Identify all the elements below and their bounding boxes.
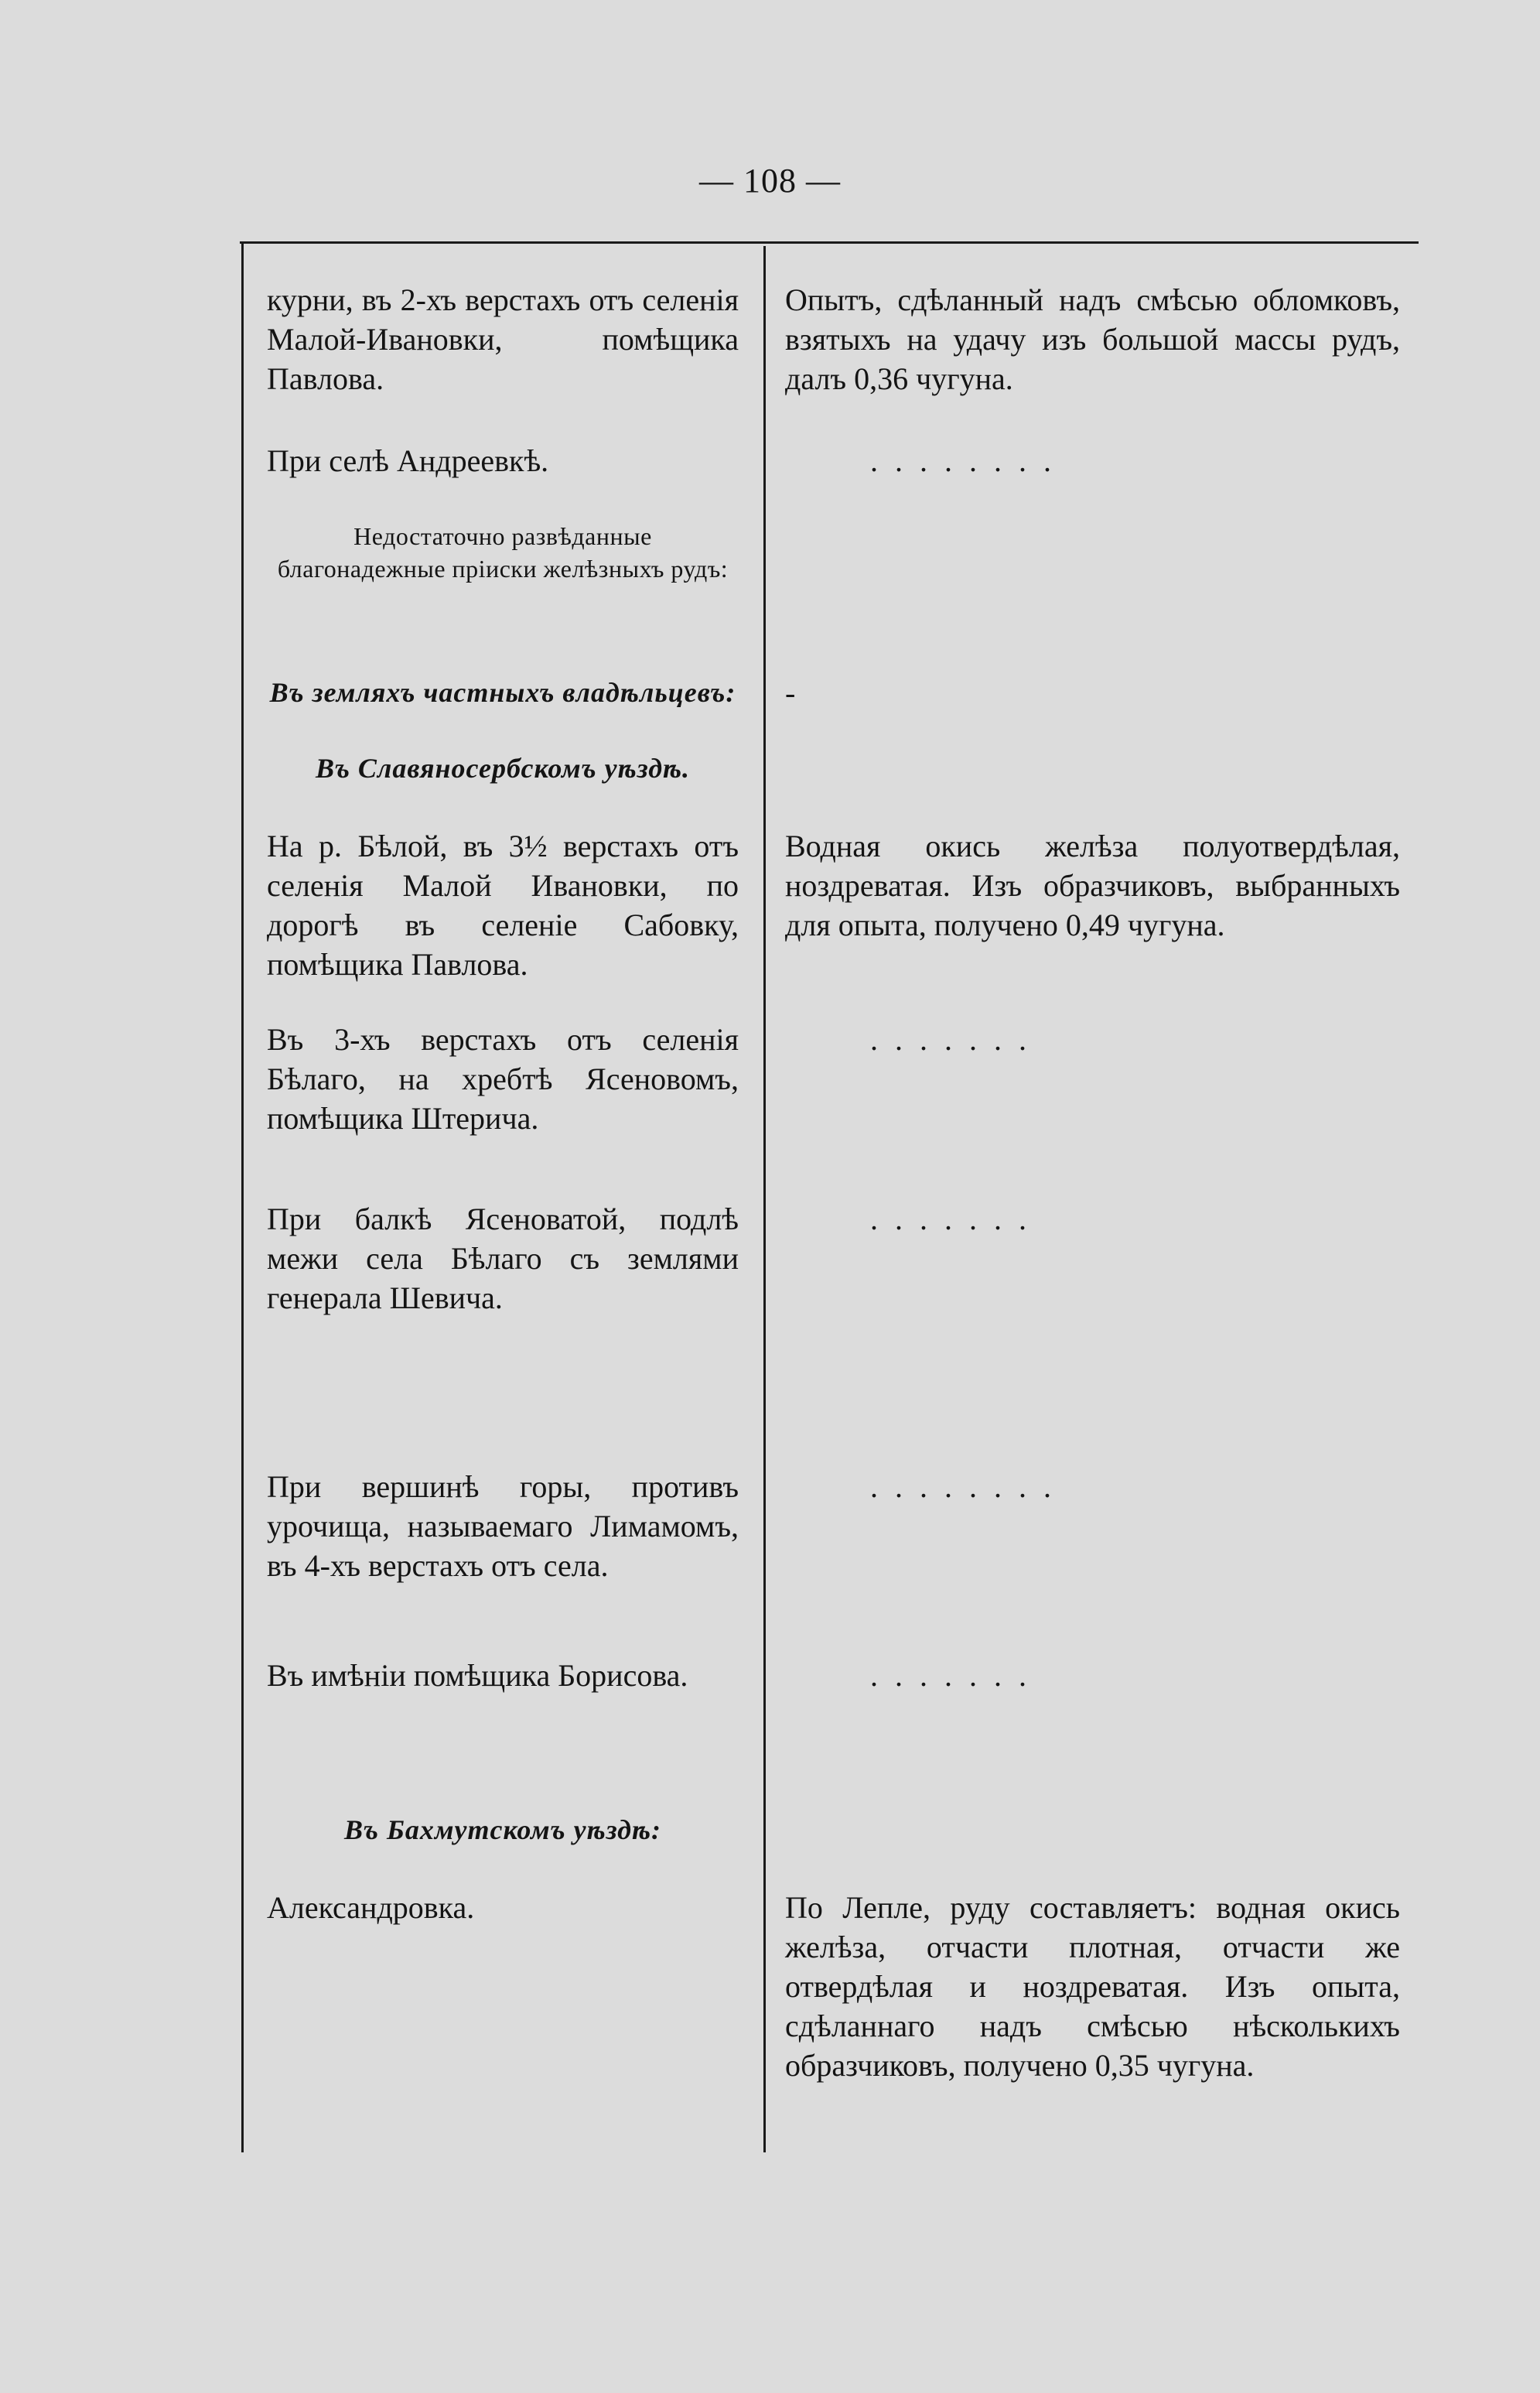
row-location-text: Александровка. — [267, 1890, 475, 1925]
row-location-text: При селѣ Андреевкѣ. — [267, 443, 549, 478]
row-location-text: Въ имѣніи помѣщика Борисова. — [267, 1658, 688, 1693]
section-subheading: Въ Славяносербскомъ уѣздѣ. — [315, 753, 691, 784]
row-location-text: курни, въ 2-хъ верстахъ отъ селенія Малой-Ивановки, помѣщика Павлова. — [267, 282, 739, 396]
table-left-rule — [241, 241, 244, 2152]
section-heading: Недостаточно развѣданные благонадежные прiиски желѣзныхъ рудъ: — [277, 522, 729, 583]
section-subheading: Въ земляхъ частныхъ владѣльцевъ: — [269, 677, 736, 708]
section-subheading: Въ Бахмутскомъ уѣздѣ: — [343, 1814, 662, 1845]
row-dots-placeholder: . . . . . . . . — [870, 443, 1056, 478]
page-number: — 108 — — [699, 162, 841, 200]
row-description-text: По Лепле, руду составляетъ: водная окись желѣза, отчасти плотная, отчасти же отвердѣлая и ноздреватая. Изъ опыта, сдѣланнаго надъ смѣсью нѣсколькихъ образчиковъ, получено 0,35 чугуна. — [785, 1890, 1400, 2083]
row-location-text: На р. Бѣлой, въ 3½ верстахъ отъ селенія Малой Ивановки, по дорогѣ въ селенiе Сабовку, помѣщика Павлова. — [267, 829, 739, 982]
row-location-text: При вершинѣ горы, противъ урочища, называемаго Лимамомъ, въ 4-хъ верстахъ отъ села. — [267, 1469, 739, 1583]
row-dash-placeholder: - — [785, 675, 796, 710]
row-dots-placeholder: . . . . . . . . — [870, 1469, 1056, 1504]
table-column-divider — [763, 246, 766, 2152]
row-location-text: При балкѣ Ясеноватой, подлѣ межи села Бѣлаго съ землями генерала Шевича. — [267, 1202, 739, 1315]
table-top-rule — [240, 241, 1419, 244]
row-dots-placeholder: . . . . . . . — [870, 1022, 1031, 1057]
row-dots-placeholder: . . . . . . . — [870, 1658, 1031, 1693]
row-description-text: Водная окись желѣза полуотвердѣлая, ноздреватая. Изъ образчиковъ, выбранныхъ для опыта, получено 0,49 чугуна. — [785, 829, 1400, 942]
row-description-text: Опытъ, сдѣланный надъ смѣсью обломковъ, взятыхъ на удачу изъ большой массы рудъ, далъ 0,36 чугуна. — [785, 282, 1400, 396]
row-location-text: Въ 3-хъ верстахъ отъ селенія Бѣлаго, на хребтѣ Ясеновомъ, помѣщика Штерича. — [267, 1022, 739, 1136]
row-dots-placeholder: . . . . . . . — [870, 1202, 1031, 1236]
